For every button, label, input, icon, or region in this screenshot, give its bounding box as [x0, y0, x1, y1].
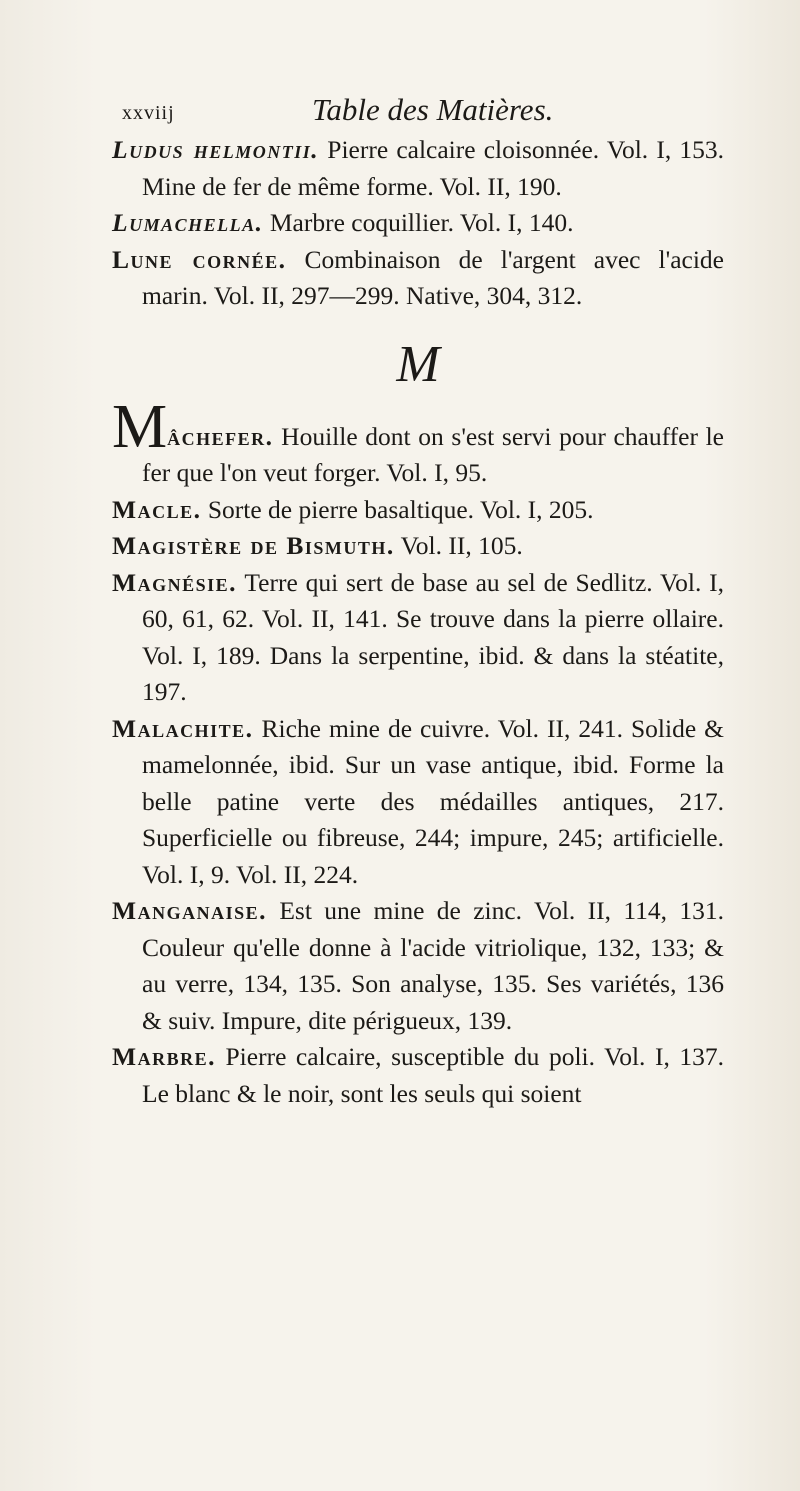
index-entry — [112, 132, 724, 205]
page-number: xxviij — [122, 102, 175, 124]
entry-text: Sorte de pierre basaltique. Vol. I, 205. — [207, 494, 594, 524]
index-entry — [112, 242, 724, 315]
entry-text: Vol. II, 105. — [400, 531, 523, 560]
index-entries — [112, 132, 724, 1112]
entry-text: Marbre coquillier. Vol. I, 140. — [269, 208, 574, 237]
drop-capital: M — [112, 392, 168, 461]
page-header — [122, 92, 682, 132]
entry-text: Houille dont on s'est servi pour chauffer le fer que l'on veut forger. Vol. I, 95. — [142, 421, 724, 487]
index-entry — [112, 565, 724, 711]
entry-text: Pierre calcaire, susceptible du poli. Vol. I, 137. Le blanc & le noir, sont les seuls qui soient — [142, 1042, 725, 1108]
entry-headword: Malachite. — [112, 713, 254, 743]
entry-text: Pierre calcaire cloisonnée. Vol. I, 153. Mine de fer de même forme. Vol. II, 190. — [142, 135, 724, 201]
entry-text: Terre qui sert de base au sel de Sedlitz. Vol. I, 60, 61, 62. Vol. II, 141. Se trouve dans la pierre ollaire. Vol. I, 189. Dans la serpentine, ibid. & dans la stéatite, 197. — [142, 567, 724, 706]
index-entry — [112, 711, 724, 894]
index-entry — [112, 1039, 724, 1112]
index-entry — [112, 392, 724, 492]
entry-headword: Ludus helmontii. — [112, 135, 320, 164]
entry-headword: Manganaise. — [112, 896, 267, 925]
index-entry — [112, 492, 724, 529]
entry-headword: Lune cornée. — [112, 244, 287, 274]
index-entry — [112, 893, 724, 1039]
entry-text: Est une mine de zinc. Vol. II, 114, 131. Couleur qu'elle donne à l'acide vitriolique, 132, 133; & au verre, 134, 135. Son analyse, 135. Ses variétés, 136 & suiv. Impure, dite périgueux, 139. — [142, 896, 725, 1035]
index-entry — [112, 205, 724, 242]
section-letter: M — [396, 335, 440, 393]
entry-headword: Magistère de Bismuth. — [112, 531, 395, 560]
entry-headword: Macle. — [112, 494, 202, 524]
running-title: Table des Matières. — [312, 92, 554, 127]
entry-headword: Marbre. — [112, 1042, 216, 1071]
entry-headword: Lumachella. — [112, 208, 264, 237]
entry-headword: Magnésie. — [112, 567, 237, 597]
entry-text: Riche mine de cuivre. Vol. II, 241. Solide & mamelonnée, ibid. Sur un vase antique, ibid. Forme la belle patine verte des médailles antiques, 217. Superficielle ou fibreuse, 244; impure, 245; artificielle. Vol. I, 9. Vol. II, 224. — [142, 713, 724, 889]
entry-text: Combinaison de l'argent avec l'acide marin. Vol. II, 297—299. Native, 304, 312. — [142, 244, 724, 310]
entry-headword: âchefer. — [167, 421, 274, 451]
index-entry — [112, 528, 724, 565]
